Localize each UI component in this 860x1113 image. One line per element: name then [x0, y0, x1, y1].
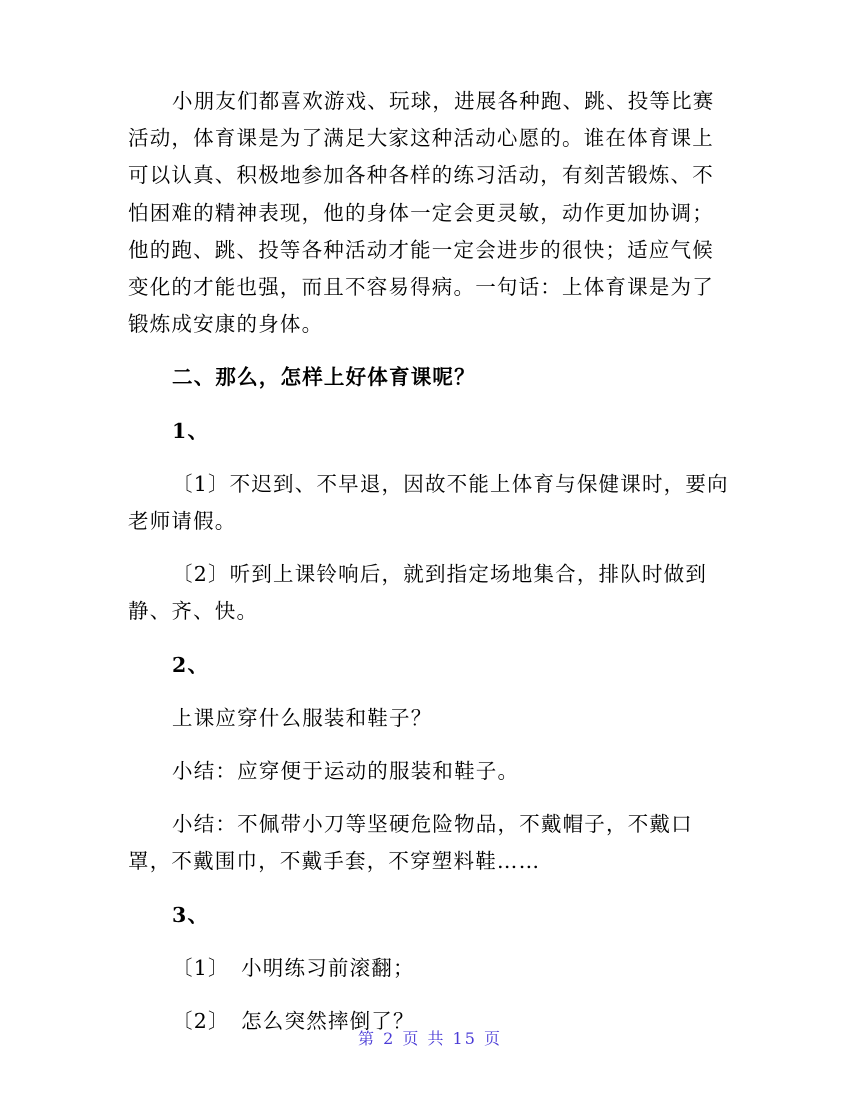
item-number-3: 3、 [172, 902, 210, 927]
summary-text: 小结：应穿便于运动的服装和鞋子。 [172, 759, 520, 784]
list-item: 〔1〕不迟到、不早退，因故不能上体育与保健课时，要向老师请假。 [128, 471, 729, 534]
item-number-1: 1、 [172, 418, 210, 443]
intro-paragraph: 小朋友们都喜欢游戏、玩球，进展各种跑、跳、投等比赛活动，体育课是为了满足大家这种活动心愿的。谁在体育课上可以认真、积极地参加各种各样的练习活动，有刻苦锻炼、不怕困难的精神表现，他的身体一定会更灵敏，动作更加协调；他的跑、跳、投等各种活动才能一定会进步的很快；适应气候变化的才能也强，而且不容易得病。一句话：上体育课是为了锻炼成安康的身体。 [128, 89, 715, 337]
page-footer [0, 1026, 860, 1049]
summary-text: 小结：不佩带小刀等坚硬危险物品，不戴帽子，不戴口罩，不戴围巾，不戴手套，不穿塑料鞋…… [128, 812, 693, 874]
list-item: 〔2〕听到上课铃响后，就到指定场地集合，排队时做到静、齐、快。 [128, 562, 708, 624]
list-item: 〔1〕 小明练习前滚翻； [172, 955, 415, 980]
question-text: 上课应穿什么服装和鞋子？ [172, 705, 433, 730]
document-body [128, 83, 732, 1040]
page-number-label: 第 2 页 共 15 页 [358, 1029, 502, 1048]
section-heading: 二、那么，怎样上好体育课呢？ [172, 365, 476, 390]
item-number-2: 2、 [172, 652, 210, 677]
list-item: 〔2〕 怎么突然摔倒了？ [172, 1009, 415, 1034]
